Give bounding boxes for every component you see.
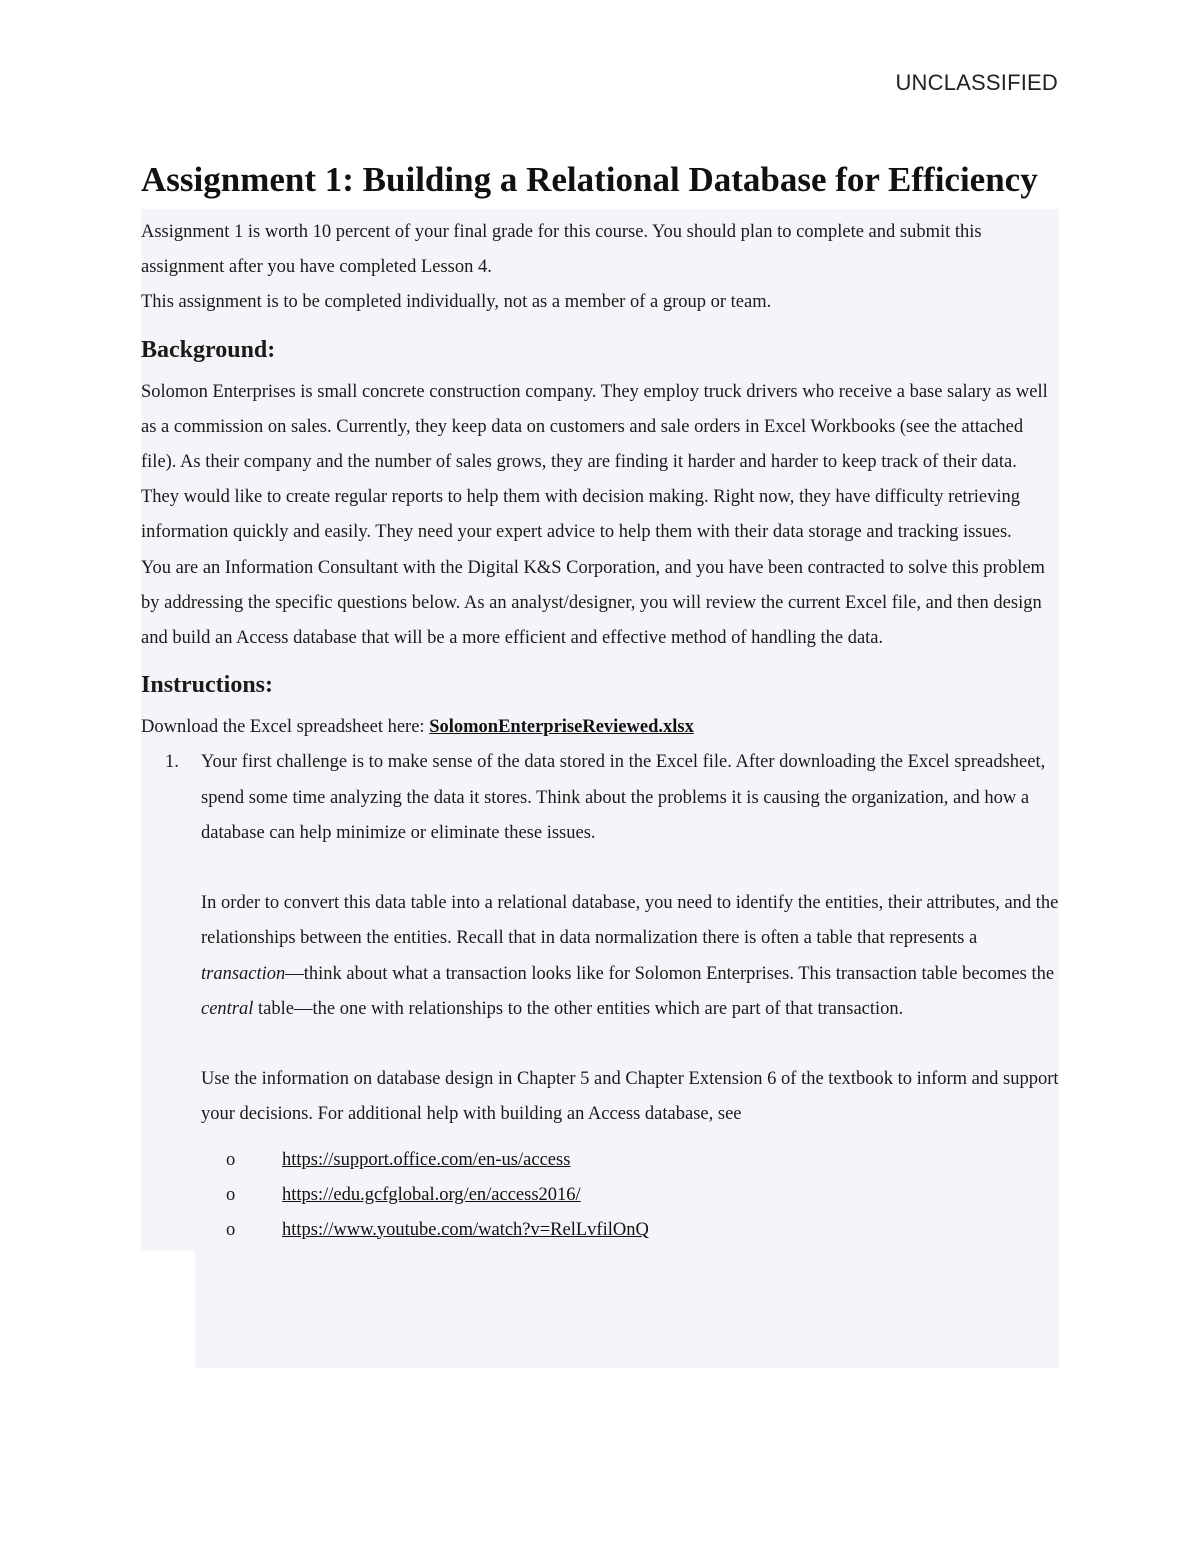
resource-link-office[interactable]: https://support.office.com/en-us/access	[282, 1149, 571, 1170]
document-body	[141, 215, 1059, 1248]
resource-link-item	[141, 1213, 1059, 1248]
item-paragraph-3: Use the information on database design in Chapter 5 and Chapter Extension 6 of the textbook to inform and support your decisions. For additional help with building an Access database, see	[201, 1069, 1059, 1125]
download-link[interactable]: SolomonEnterpriseReviewed.xlsx	[429, 717, 694, 738]
item-paragraph-1: Your first challenge is to make sense of the data stored in the Excel file. After downloading the Excel spreadsheet, spend some time analyzing the data it stores. Think about the problems it is causing the organization, and how a database can help minimize or eliminate these issues.	[201, 752, 1046, 843]
instructions-heading: Instructions:	[141, 672, 274, 699]
intro-paragraph-2: This assignment is to be completed individually, not as a member of a group or team.	[141, 292, 772, 313]
resource-links-list	[141, 1143, 1059, 1248]
background-paragraph-2: You are an Information Consultant with the Digital K&S Corporation, and you have been contracted to solve this problem by addressing the specific questions below. As an analyst/designer, you will review the current Excel file, and then design and build an Access database that will be a more efficient and effective method of handling the data.	[141, 557, 1045, 649]
resource-link-item	[141, 1143, 1059, 1178]
download-line	[141, 710, 1059, 745]
download-text: Download the Excel spreadsheet here:	[141, 717, 430, 738]
resource-link-item	[141, 1178, 1059, 1213]
bullet-icon: o	[226, 1184, 236, 1205]
bullet-icon: o	[226, 1219, 236, 1240]
emphasis-central: central	[201, 998, 254, 1019]
classification-label: UNCLASSIFIED	[895, 70, 1058, 95]
emphasis-transaction: transaction	[201, 963, 286, 984]
intro-paragraph-1: Assignment 1 is worth 10 percent of your final grade for this course. You should plan to complete and submit this assignment after you have completed Lesson 4.	[141, 222, 982, 278]
item-paragraph-2: In order to convert this data table into a relational database, you need to identify the entities, their attributes, and the relationships between the entities. Recall that in data normalization there is often a table that represents a transaction—think about what a transaction looks like for Solomon Enterprises. This transaction table becomes the central table—the one with relationships to the other entities which are part of that transaction.	[201, 893, 1059, 1019]
background-paragraph-1: Solomon Enterprises is small concrete construction company. They employ truck drivers who receive a base salary as well as a commission on sales. Currently, they keep data on customers and sale orders in Excel Workbooks (see the attached file). As their company and the number of sales grows, they are finding it harder and harder to keep track of their data. They would like to create regular reports to help them with decision making. Right now, they have difficulty retrieving information quickly and easily. They need your expert advice to help them with their data storage and tracking issues.	[141, 381, 1048, 543]
list-item	[141, 745, 1059, 1132]
page-title: Assignment 1: Building a Relational Database for Efficiency	[141, 160, 1038, 199]
list-number: 1.	[165, 752, 179, 773]
highlight-shading-links	[195, 1251, 1059, 1368]
bullet-icon: o	[226, 1149, 236, 1170]
background-heading: Background:	[141, 336, 276, 363]
resource-link-gcfglobal[interactable]: https://edu.gcfglobal.org/en/access2016/	[282, 1184, 581, 1205]
resource-link-youtube[interactable]: https://www.youtube.com/watch?v=RelLvfilOnQ	[282, 1219, 649, 1240]
